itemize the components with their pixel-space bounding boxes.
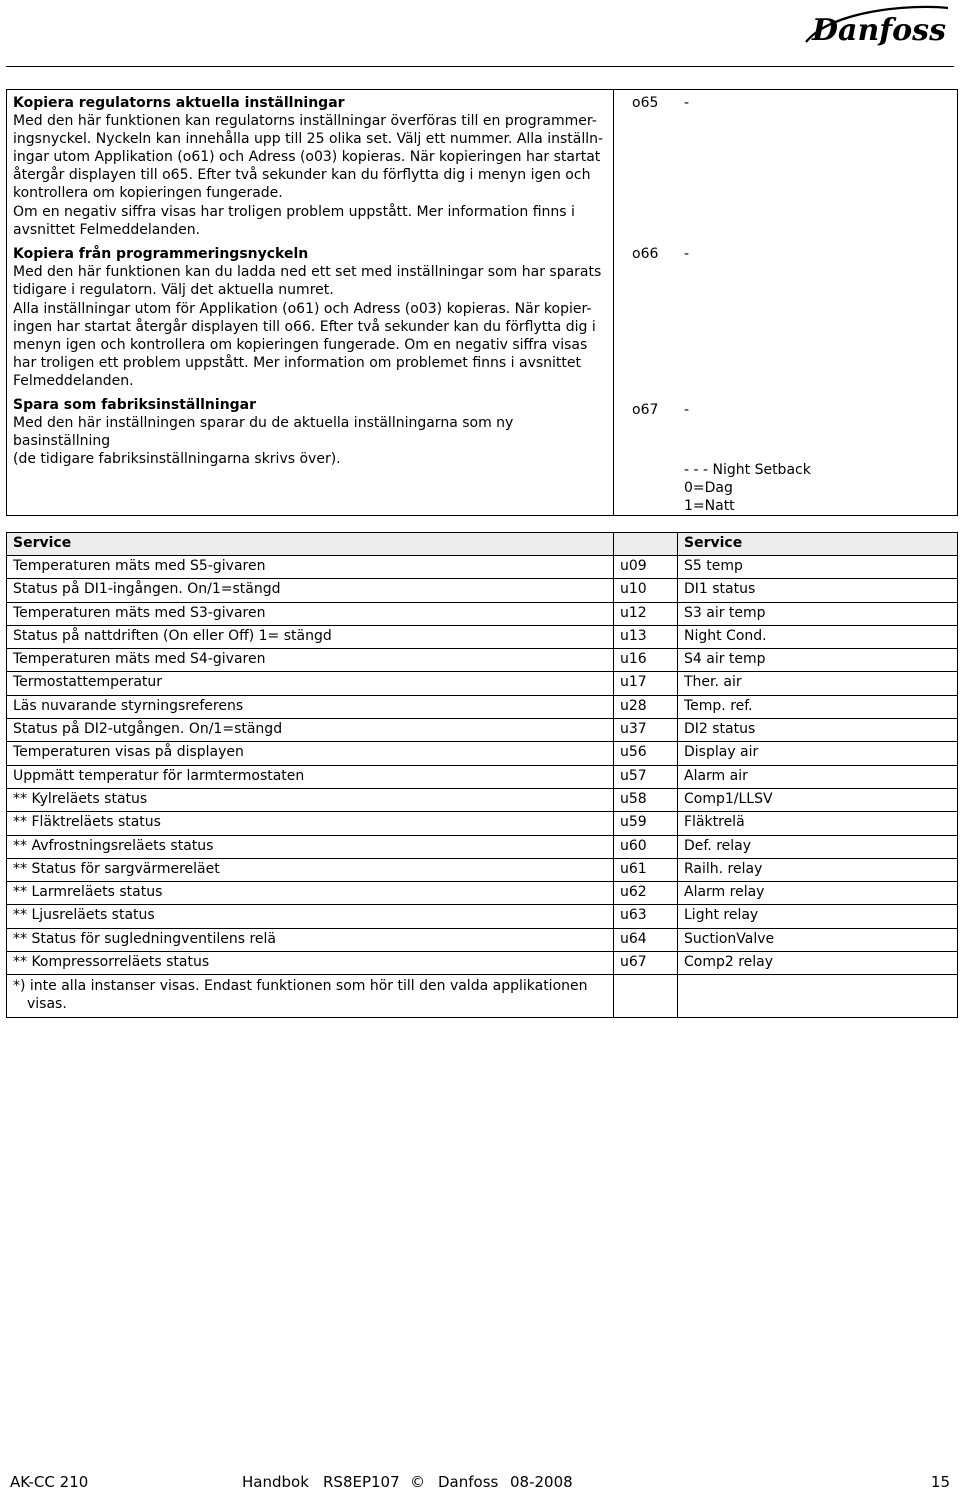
section-save-factory — [13, 392, 607, 504]
night-setback-title: - - - Night Setback — [684, 462, 811, 478]
section-copy-to-key — [13, 90, 607, 239]
service-row-description: Temperaturen mäts med S5-givaren — [7, 556, 614, 579]
service-row-description: ** Status för sargvärmereläet — [7, 858, 614, 881]
section-line: Med den här funktionen kan du ladda ned ett set med inställningar som har sparats — [13, 264, 602, 280]
service-row-name: DI2 status — [678, 719, 958, 742]
service-row — [7, 742, 958, 765]
section-line: Alla inställningar utom för Applikation (o61) och Adress (o03) kopieras. När kopier- — [13, 301, 592, 317]
night-setback-option: 0=Dag — [684, 480, 733, 496]
service-row-code: u59 — [614, 812, 678, 835]
service-row-description: ** Kylreläets status — [7, 788, 614, 811]
section-line: Med den här inställningen sparar du de aktuella inställningarna som ny basinställning — [13, 415, 514, 449]
service-row-name: Comp1/LLSV — [678, 788, 958, 811]
service-row — [7, 835, 958, 858]
section-line: återgår displayen till o65. Efter två sekunder kan du förflytta dig i menyn igen och — [13, 167, 591, 183]
section-line: tidigare i regulatorn. Välj det aktuella numret. — [13, 282, 334, 298]
code-row-o65 — [632, 90, 951, 112]
section-title: Kopiera regulatorns aktuella inställningar — [13, 95, 345, 111]
menu-value: - — [684, 95, 690, 111]
service-row-description: ** Kompressorreläets status — [7, 952, 614, 975]
section-line: avsnittet Felmeddelanden. — [13, 222, 201, 238]
service-note-line: visas. — [27, 996, 67, 1013]
service-row-name: Night Cond. — [678, 625, 958, 648]
menu-code: o66 — [632, 246, 659, 262]
service-row-description: Termostattemperatur — [7, 672, 614, 695]
code-row-o67 — [632, 401, 951, 419]
section-line: ingar utom Applikation (o61) och Adress (o03) kopieras. När kopieringen har startat — [13, 149, 601, 165]
service-row-description: Status på DI2-utgången. On/1=stängd — [7, 719, 614, 742]
service-row — [7, 649, 958, 672]
service-row-code: u64 — [614, 928, 678, 951]
service-rows — [7, 556, 958, 975]
footer-page-number: 15 — [930, 1473, 950, 1491]
service-row-name: S4 air temp — [678, 649, 958, 672]
service-row-code: u63 — [614, 905, 678, 928]
service-row-code: u58 — [614, 788, 678, 811]
service-row — [7, 579, 958, 602]
service-row-code: u60 — [614, 835, 678, 858]
service-row-name: Railh. relay — [678, 858, 958, 881]
settings-descriptions — [7, 90, 614, 516]
section-line: kontrollera om kopieringen fungerade. — [13, 185, 283, 201]
header-divider — [6, 66, 954, 67]
service-row-code: u61 — [614, 858, 678, 881]
service-row — [7, 858, 958, 881]
service-header-row — [7, 533, 958, 556]
section-line: Med den här funktionen kan regulatorns inställningar överföras till en programmer- — [13, 113, 597, 129]
menu-value: - — [684, 246, 690, 262]
service-row-description: ** Larmreläets status — [7, 882, 614, 905]
section-line: Om en negativ siffra visas har troligen problem uppstått. Mer information finns i — [13, 204, 575, 220]
service-row-code: u17 — [614, 672, 678, 695]
service-note-line: *) inte alla instanser visas. Endast funktionen som hör till den valda applikationen — [13, 978, 588, 995]
service-row-code: u57 — [614, 765, 678, 788]
service-row-name: Def. relay — [678, 835, 958, 858]
service-row — [7, 905, 958, 928]
service-row-code: u12 — [614, 602, 678, 625]
footer-copyright: © — [410, 1473, 425, 1491]
service-table — [6, 532, 958, 1018]
section-line: menyn igen och kontrollera om kopieringen fungerade. Om en negativ siffra visas — [13, 337, 588, 353]
night-setback-option: 1=Natt — [684, 498, 735, 514]
service-row-name: Alarm air — [678, 765, 958, 788]
service-row-code: u10 — [614, 579, 678, 602]
service-row — [7, 695, 958, 718]
danfoss-logo-text: Danfoss — [812, 13, 946, 48]
menu-code: o65 — [632, 95, 659, 111]
service-row-description: Temperaturen mäts med S3-givaren — [7, 602, 614, 625]
service-row — [7, 602, 958, 625]
settings-codes — [614, 90, 958, 516]
code-row-o66 — [632, 245, 951, 263]
section-copy-from-key — [13, 241, 607, 390]
service-row — [7, 765, 958, 788]
service-row — [7, 928, 958, 951]
section-line: ingen har startat återgår displayen till o66. Efter två sekunder kan du förflytta dig i — [13, 319, 596, 335]
service-row-code: u37 — [614, 719, 678, 742]
section-title: Spara som fabriksinställningar — [13, 397, 257, 413]
service-row — [7, 952, 958, 975]
service-row — [7, 882, 958, 905]
settings-table — [6, 89, 958, 516]
footer-product: AK-CC 210 — [10, 1473, 89, 1491]
footer-doc-code: RS8EP107 — [323, 1473, 400, 1491]
section-line: (de tidigare fabriksinställningarna skrivs över). — [13, 451, 341, 467]
service-header-code — [614, 533, 678, 556]
service-row-description: Uppmätt temperatur för larmtermostaten — [7, 765, 614, 788]
service-note-code — [614, 975, 678, 1018]
service-row — [7, 788, 958, 811]
service-row-description: Temperaturen visas på displayen — [7, 742, 614, 765]
night-setback-block — [632, 461, 951, 515]
service-note-row — [7, 975, 958, 1018]
service-row-description: ** Avfrostningsreläets status — [7, 835, 614, 858]
service-row-code: u28 — [614, 695, 678, 718]
service-row-code: u16 — [614, 649, 678, 672]
service-row-description: Status på DI1-ingången. On/1=stängd — [7, 579, 614, 602]
service-row-name: Comp2 relay — [678, 952, 958, 975]
service-row-description: ** Ljusreläets status — [7, 905, 614, 928]
service-row-name: Alarm relay — [678, 882, 958, 905]
service-row-description: Läs nuvarande styrningsreferens — [7, 695, 614, 718]
footer-company: Danfoss — [438, 1473, 499, 1491]
service-row-name: SuctionValve — [678, 928, 958, 951]
service-row-description: ** Fläktreläets status — [7, 812, 614, 835]
service-note — [7, 975, 614, 1018]
section-line: Felmeddelanden. — [13, 373, 134, 389]
service-row-code: u56 — [614, 742, 678, 765]
service-row-description: Temperaturen mäts med S4-givaren — [7, 649, 614, 672]
service-row — [7, 812, 958, 835]
danfoss-logo — [802, 2, 952, 50]
service-row-name: Ther. air — [678, 672, 958, 695]
service-header-right: Service — [678, 533, 958, 556]
footer-date: 08-2008 — [510, 1473, 573, 1491]
service-row-name: Light relay — [678, 905, 958, 928]
service-row-description: ** Status för sugledningventilens relä — [7, 928, 614, 951]
service-row-name: S5 temp — [678, 556, 958, 579]
service-row-name: S3 air temp — [678, 602, 958, 625]
footer-handbook: Handbok — [242, 1473, 309, 1491]
section-title: Kopiera från programmeringsnyckeln — [13, 246, 309, 262]
service-note-name — [678, 975, 958, 1018]
service-header-left: Service — [7, 533, 614, 556]
menu-code: o67 — [632, 402, 659, 418]
service-row-code: u67 — [614, 952, 678, 975]
service-row — [7, 719, 958, 742]
service-row-code: u62 — [614, 882, 678, 905]
service-row-name: Fläktrelä — [678, 812, 958, 835]
service-row-code: u13 — [614, 625, 678, 648]
service-row — [7, 625, 958, 648]
page-footer — [10, 1472, 950, 1492]
service-row-name: Temp. ref. — [678, 695, 958, 718]
service-row — [7, 672, 958, 695]
service-row — [7, 556, 958, 579]
service-row-name: DI1 status — [678, 579, 958, 602]
menu-value: - — [684, 402, 690, 418]
section-line: har troligen ett problem uppstått. Mer information om problemet finns i avsnittet — [13, 355, 582, 371]
service-row-name: Display air — [678, 742, 958, 765]
section-line: ingsnyckel. Nyckeln kan innehålla upp till 25 olika set. Välj ett nummer. Alla inställn- — [13, 131, 604, 147]
service-row-code: u09 — [614, 556, 678, 579]
service-row-description: Status på nattdriften (On eller Off) 1= stängd — [7, 625, 614, 648]
